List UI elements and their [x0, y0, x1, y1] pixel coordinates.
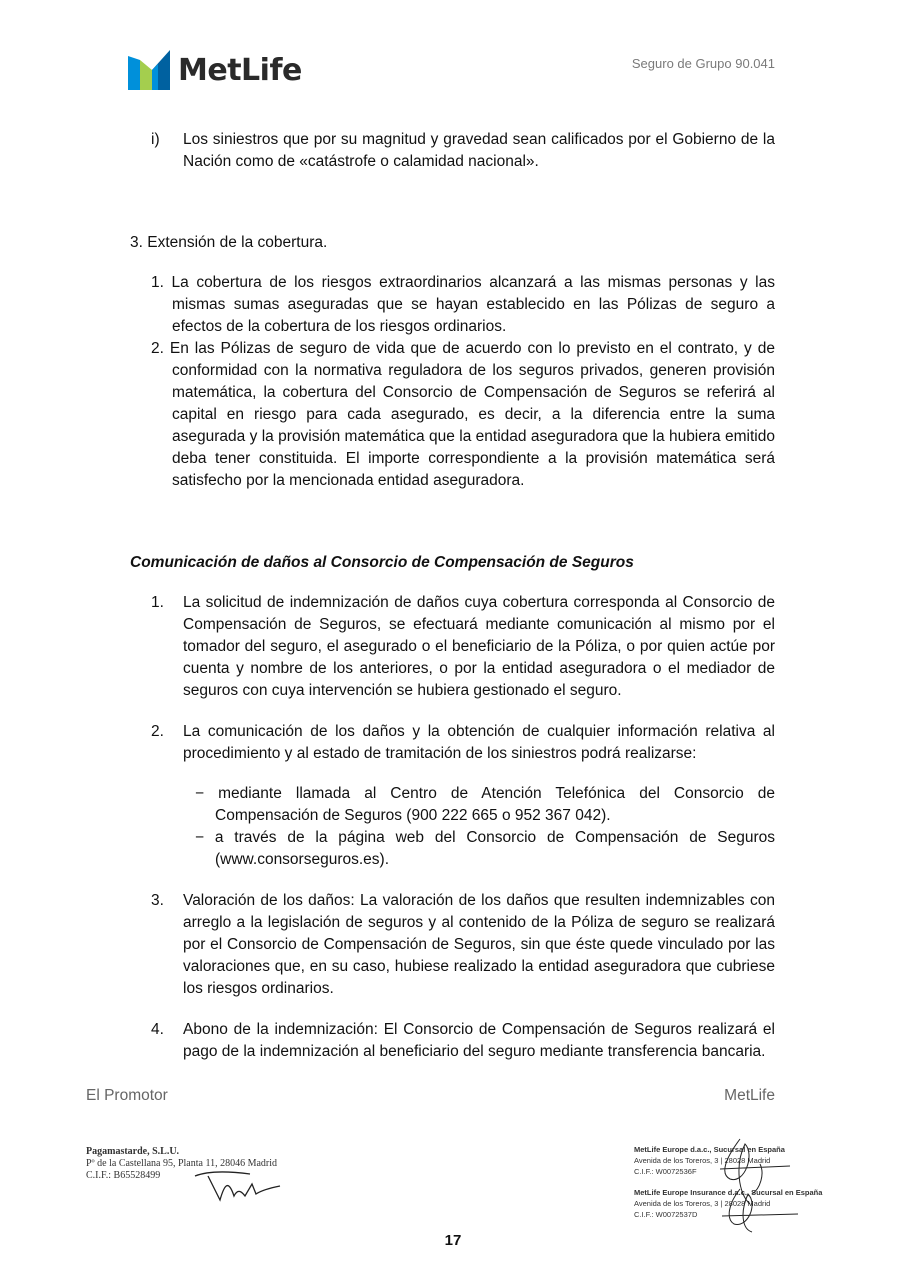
list-marker: 3. — [151, 892, 164, 909]
list-marker: 2. — [151, 723, 164, 740]
list-item — [151, 592, 775, 702]
list-marker: 4. — [151, 1021, 164, 1038]
promoter-address: Pº de la Castellana 95, Planta 11, 28046 Madrid — [86, 1158, 278, 1169]
list-item-text: Valoración de los daños: La valoración de los daños que resulten indemnizables con arreglo a la legislación de seguros y al contenido de la Póliza de seguro se realizará por el Consorcio de Compensación de Seguros, sin que éste quede vinculado por las valoraciones que, en su caso, hubiese realizado la entidad aseguradora que cubriese los riesgos ordinarios. — [183, 892, 775, 997]
list-marker: i) — [151, 131, 160, 148]
list-item: 2. En las Pólizas de seguro de vida que de acuerdo con lo previsto en el contrato, y de conformidad con la normativa reguladora de los seguros privados, generen provisión matemática, la cobertura del Consorcio de Compensación de Seguros se referirá al capital en riesgo para cada asegurado, es decir, a la diferencia entre la suma asegurada y la provisión matemática que la entidad aseguradora que la hubiera emitido deba tener constituida. El importe correspondiente a la provisión matemática será satisfecho por la mencionada entidad aseguradora. — [151, 340, 775, 489]
communication-list — [151, 592, 775, 1082]
metlife-logo-icon — [128, 50, 170, 90]
sub-list — [195, 783, 775, 871]
insurer-name: MetLife Europe Insurance d.a.c., Sucursal en España — [634, 1188, 823, 1197]
insurer-name: MetLife Europe d.a.c., Sucursal en España — [634, 1145, 785, 1154]
list-item — [151, 890, 775, 1000]
promoter-cif: C.I.F.: B65528499 — [86, 1170, 161, 1181]
insurer-address: Avenida de los Toreros, 3 | 28028 Madrid — [634, 1156, 771, 1165]
list-item-text: Los siniestros que por su magnitud y gravedad sean calificados por el Gobierno de la Nación como de «catástrofe o calamidad nacional». — [183, 131, 775, 170]
list-item-text: La comunicación de los daños y la obtención de cualquier información relativa al procedimiento y al estado de tramitación de los siniestros podrá realizarse: — [183, 723, 775, 762]
section-heading: Comunicación de daños al Consorcio de Compensación de Seguros — [130, 554, 634, 571]
list-item-text: La solicitud de indemnización de daños cuya cobertura corresponda al Consorcio de Compensación de Seguros, se efectuará mediante comunicación al mismo por el tomador del seguro, el asegurado o el beneficiario de la Póliza, o por quien actúe por cuenta y nombre de los anteriores, o por la entidad aseguradora o el mediador de seguros con cuya intervención se hubiera gestionado el seguro. — [183, 594, 775, 699]
coverage-extension-list — [151, 272, 775, 492]
insurer-cif: C.I.F.: W0072537D — [634, 1210, 698, 1219]
list-item-text: Abono de la indemnización: El Consorcio de Compensación de Seguros realizará el pago de la indemnización al beneficiario del seguro mediante transferencia bancaria. — [183, 1021, 775, 1060]
brand-name: MetLife — [178, 52, 302, 88]
insurer-signature — [700, 1134, 810, 1234]
section-title: 3. Extensión de la cobertura. — [130, 234, 328, 251]
promoter-name: Pagamastarde, S.L.U. — [86, 1146, 180, 1157]
insurer-label: MetLife — [724, 1087, 775, 1104]
promoter-label: El Promotor — [86, 1087, 168, 1104]
page-number: 17 — [444, 1232, 462, 1249]
list-item: 1. La cobertura de los riesgos extraordinarios alcanzará a las mismas personas y las mismas sumas aseguradas que se hayan establecido en las Pólizas de seguro a efectos de la cobertura de los riesgos ordinarios. — [151, 274, 775, 335]
promoter-signature — [190, 1166, 285, 1206]
insurer-address: Avenida de los Toreros, 3 | 28028 Madrid — [634, 1199, 771, 1208]
sub-list-item: − mediante llamada al Centro de Atención Telefónica del Consorcio de Compensación de Seguros (900 222 665 o 952 367 042). — [195, 785, 775, 824]
list-marker: 1. — [151, 594, 164, 611]
list-item — [151, 721, 775, 871]
metlife-logo — [128, 50, 302, 90]
document-reference: Seguro de Grupo 90.041 — [631, 56, 775, 71]
sub-list-item: − a través de la página web del Consorcio de Compensación de Seguros (www.consorseguros.es). — [195, 829, 775, 868]
insurer-cif: C.I.F.: W0072536F — [634, 1167, 697, 1176]
list-item — [151, 1019, 775, 1063]
